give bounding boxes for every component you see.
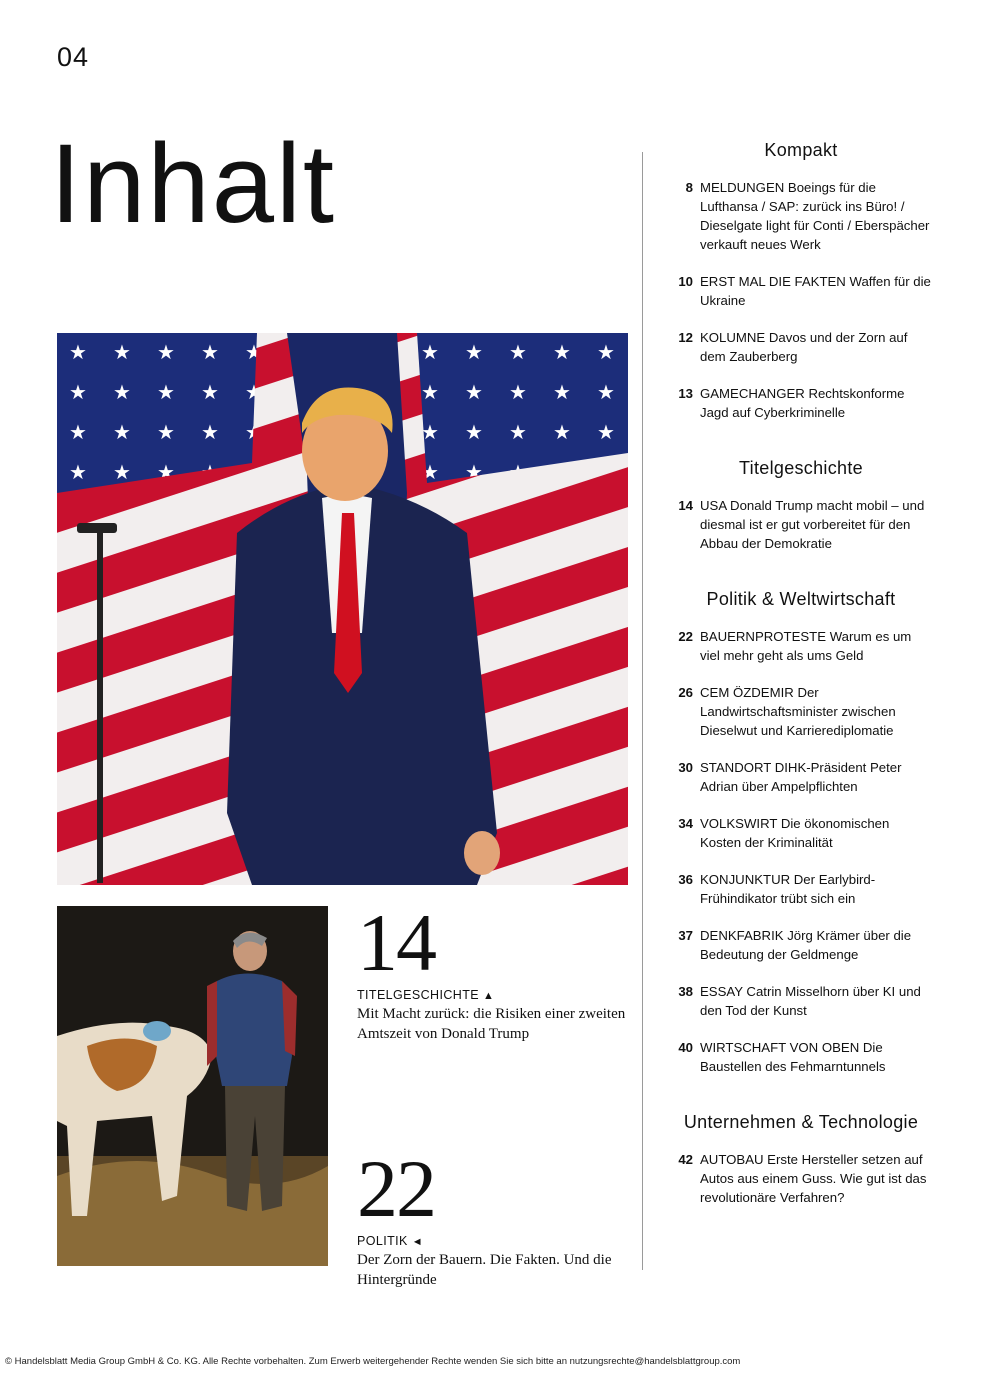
feature-section-label: POLITIK ◄ [357,1233,424,1248]
flag-speaker-illustration [57,333,628,885]
toc-entry[interactable]: 30 STANDORT DIHK-Präsident Peter Adrian über Ampelpflichten [678,760,902,794]
toc-section-heading: Unternehmen & Technologie [683,1112,919,1132]
toc-entry[interactable]: 12 KOLUMNE Davos und der Zorn auf dem Zauberberg [678,330,908,364]
table-of-contents [668,140,934,1207]
farmer-photo [57,906,328,1266]
toc-section-heading: Politik & Weltwirtschaft [706,589,896,609]
page-title: Inhalt [50,121,336,246]
toc-entry[interactable]: 8 MELDUNGEN Boeings für die Lufthansa / SAP: zurück ins Büro! / Dieselgate light für Conti / Eberspächer verkauft neues Werk [685,180,930,252]
toc-entry[interactable]: 38 ESSAY Catrin Misselhorn über KI und den Tod der Kunst [678,984,921,1018]
toc-section-heading: Kompakt [764,140,838,160]
copyright-footer: © Handelsblatt Media Group GmbH & Co. KG. Alle Rechte vorbehalten. Zum Erwerb weitergehender Rechte wenden Sie sich bitte an nutzungsrechte@handelsblattgroup.com [5,1356,741,1367]
feature-politik[interactable] [357,1143,627,1290]
toc-entry[interactable]: 37 DENKFABRIK Jörg Krämer über die Bedeutung der Geldmenge [678,928,912,962]
toc-entry[interactable]: 40 WIRTSCHAFT VON OBEN Die Baustellen des Fehmarntunnels [678,1040,886,1074]
toc-entry[interactable]: 36 KONJUNKTUR Der Earlybird-Frühindikator trübt sich ein [678,872,876,906]
toc-entry[interactable]: 13 GAMECHANGER Rechtskonforme Jagd auf Cyberkriminelle [678,386,905,420]
triangle-up-icon: ▲ [483,989,495,1002]
toc-entry[interactable]: 42 AUTOBAU Erste Hersteller setzen auf Autos aus einem Guss. Wie gut ist das revolutionäre Verfahren? [678,1152,927,1205]
toc-entry[interactable]: 26 CEM ÖZDEMIR Der Landwirtschaftsminister zwischen Dieselwut und Karrierediplomatie [678,685,896,738]
page-number: 04 [57,42,90,72]
toc-entry[interactable]: 10 ERST MAL DIE FAKTEN Waffen für die Ukraine [678,274,931,308]
feature-page-number: 22 [357,1143,435,1234]
feature-description: Der Zorn der Bauern. Die Fakten. Und die Hintergründe [357,1251,612,1288]
toc-entry[interactable]: 34 VOLKSWIRT Die ökonomischen Kosten der Kriminalität [678,816,890,850]
toc-entry[interactable]: 22 BAUERNPROTESTE Warum es um viel mehr geht als ums Geld [678,629,912,663]
cover-photo-trump [57,333,628,885]
column-divider [642,152,643,1270]
toc-section-heading: Titelgeschichte [739,458,863,478]
toc-entry[interactable]: 14 USA Donald Trump macht mobil – und diesmal ist er gut vorbereitet für den Abbau der Demokratie [678,498,925,551]
feature-section-label: TITELGESCHICHTE ▲ [357,987,495,1002]
feature-page-number: 14 [357,897,435,988]
feature-description: Mit Macht zurück: die Risiken einer zweiten Amtszeit von Donald Trump [357,1005,626,1042]
feature-titelgeschichte[interactable] [357,897,627,1044]
triangle-left-icon: ◄ [411,1235,424,1248]
farmer-cow-illustration [57,906,328,1266]
